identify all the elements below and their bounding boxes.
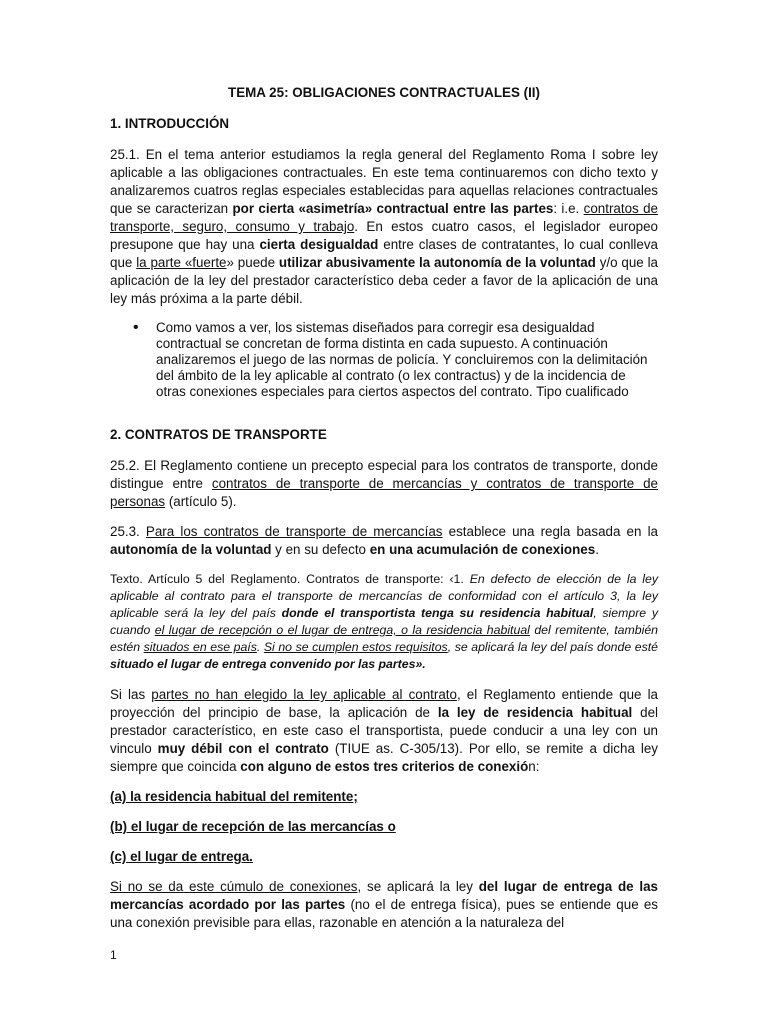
text-run: , se aplicará la ley del país donde esté [447, 640, 658, 654]
text-run: Si no se cumplen estos requisitos [263, 640, 448, 654]
text-run: Texto. Artículo 5 del Reglamento. Contratos de transporte: ‹1. [110, 572, 470, 586]
bullet-text: Como vamos a ver, los sistemas diseñados para corregir esa desigualdad contractual se concretan de forma distinta en cada supuesto. A continuación analizaremos el juego de las normas de policía. Y concluiremos con la delimitación del ámbito de la ley aplicable al contrato (o lex contractus) y de la incidencia de otras conexiones especiales para ciertos aspectos del contrato. Tipo cualificado [156, 320, 648, 399]
text-run: , se aplicará la ley [357, 879, 479, 894]
text-run: autonomía de la voluntad [110, 542, 272, 557]
paragraph-25-1 [110, 146, 658, 308]
text-run: En defecto de elección de la ley aplicable al contrato para el transporte de mercancías de conformidad con el artículo 3, la ley aplicable será la ley del país [110, 572, 659, 620]
text-run: la parte «fuerte [136, 255, 227, 270]
criterion-c: (c) el lugar de entrega. [110, 849, 253, 864]
text-run: del prestador característico, en este caso el transportista, puede conducir a una ley con un vinculo [110, 705, 659, 756]
article-5-quote [110, 571, 658, 673]
text-run: : i.e. [553, 201, 584, 216]
text-run: (artículo 5). [165, 494, 237, 509]
text-run: . [256, 640, 264, 654]
text-run: cierta desigualdad [259, 237, 379, 252]
text-run: contratos de transporte de mercancías y contratos de transporte de personas [110, 476, 658, 509]
document-page [110, 84, 658, 944]
text-run: Si no se da este cúmulo de conexiones [110, 879, 358, 894]
text-run: , el Reglamento entiende que la proyección del principio de base, la aplicación de [110, 687, 659, 720]
bullet-icon: • [133, 319, 139, 336]
page-number: 1 [110, 948, 117, 962]
criterion-b: (b) el lugar de recepción de las mercancías o [110, 819, 396, 834]
text-run: entre clases de contratantes, lo cual conlleva que [110, 237, 658, 270]
criterion-a: (a) la residencia habitual del remitente; [110, 789, 358, 804]
text-run: utilizar abusivamente la autonomía de la voluntad [278, 255, 596, 270]
text-run: » puede [226, 255, 279, 270]
text-run: y/o que la aplicación de la ley del prestador característico deba ceder a favor de la aplicación de una ley más próxima a la parte débil. [110, 255, 659, 306]
text-run: (TIUE as. C-305/13). Por ello, se remite a dicha ley siempre que coincida [110, 741, 658, 774]
text-run: 25.1. En el tema anterior estudiamos la regla general del Reglamento Roma I sobre ley aplicable a las obligaciones contractuales. En este tema continuaremos con dicho texto y analizaremos cuatros reglas especiales establecidas para aquellas relaciones contractuales que se caracterizan [110, 147, 658, 216]
text-run: situados en ese país [143, 640, 257, 654]
text-run: n: [528, 759, 540, 774]
text-run: situado el lugar de entrega convenido por las partes». [110, 657, 426, 671]
text-run: el lugar de recepción o el lugar de entrega, o la residencia habitual [154, 623, 530, 637]
paragraph-partes [110, 686, 658, 776]
text-run: contratos de transporte, seguro, consumo y trabajo [110, 201, 658, 234]
text-run: Para los contratos de transporte de mercancías [145, 524, 443, 539]
text-run: en una acumulación de conexiones [369, 542, 596, 557]
section-heading-introduccion: 1. INTRODUCCIÓN [110, 116, 230, 131]
text-run: , siempre y cuando [110, 606, 658, 637]
text-run: donde el transportista tenga su residencia habitual [281, 606, 594, 620]
text-run: 25.2. El Reglamento contiene un precepto especial para los contratos de transporte, donde distingue entre [110, 458, 658, 491]
text-run: y en su defecto [271, 542, 370, 557]
text-run: partes no han elegido la ley aplicable al contrato [151, 687, 457, 702]
text-run: con alguno de estos tres criterios de conexió [240, 759, 529, 774]
paragraph-25-3 [110, 523, 658, 559]
bullet-item [110, 320, 658, 400]
text-run: del lugar de entrega de las mercancías acordado por las partes [110, 879, 659, 912]
paragraph-25-2 [110, 457, 658, 511]
text-run: . En estos cuatro casos, el legislador europeo presupone que hay una [110, 219, 658, 252]
document-title: TEMA 25: OBLIGACIONES CONTRACTUALES (II) [228, 85, 540, 100]
text-run: Si las [110, 687, 152, 702]
text-run: la ley de residencia habitual [437, 705, 633, 720]
section-heading-transporte: 2. CONTRATOS DE TRANSPORTE [110, 427, 327, 442]
text-run: por cierta «asimetría» contractual entre las partes [232, 201, 554, 216]
text-run: muy débil con el contrato [157, 741, 329, 756]
text-run: establece una regla basada en la [442, 524, 658, 539]
text-run: (no el de entrega física), pues se entiende que es una conexión previsible para ellas, razonable en atención a la naturaleza del [110, 897, 658, 930]
paragraph-cumulo [110, 878, 658, 932]
text-run: . [595, 542, 599, 557]
text-run: del remitente, también estén [110, 623, 658, 654]
text-run: 25.3. [110, 524, 146, 539]
